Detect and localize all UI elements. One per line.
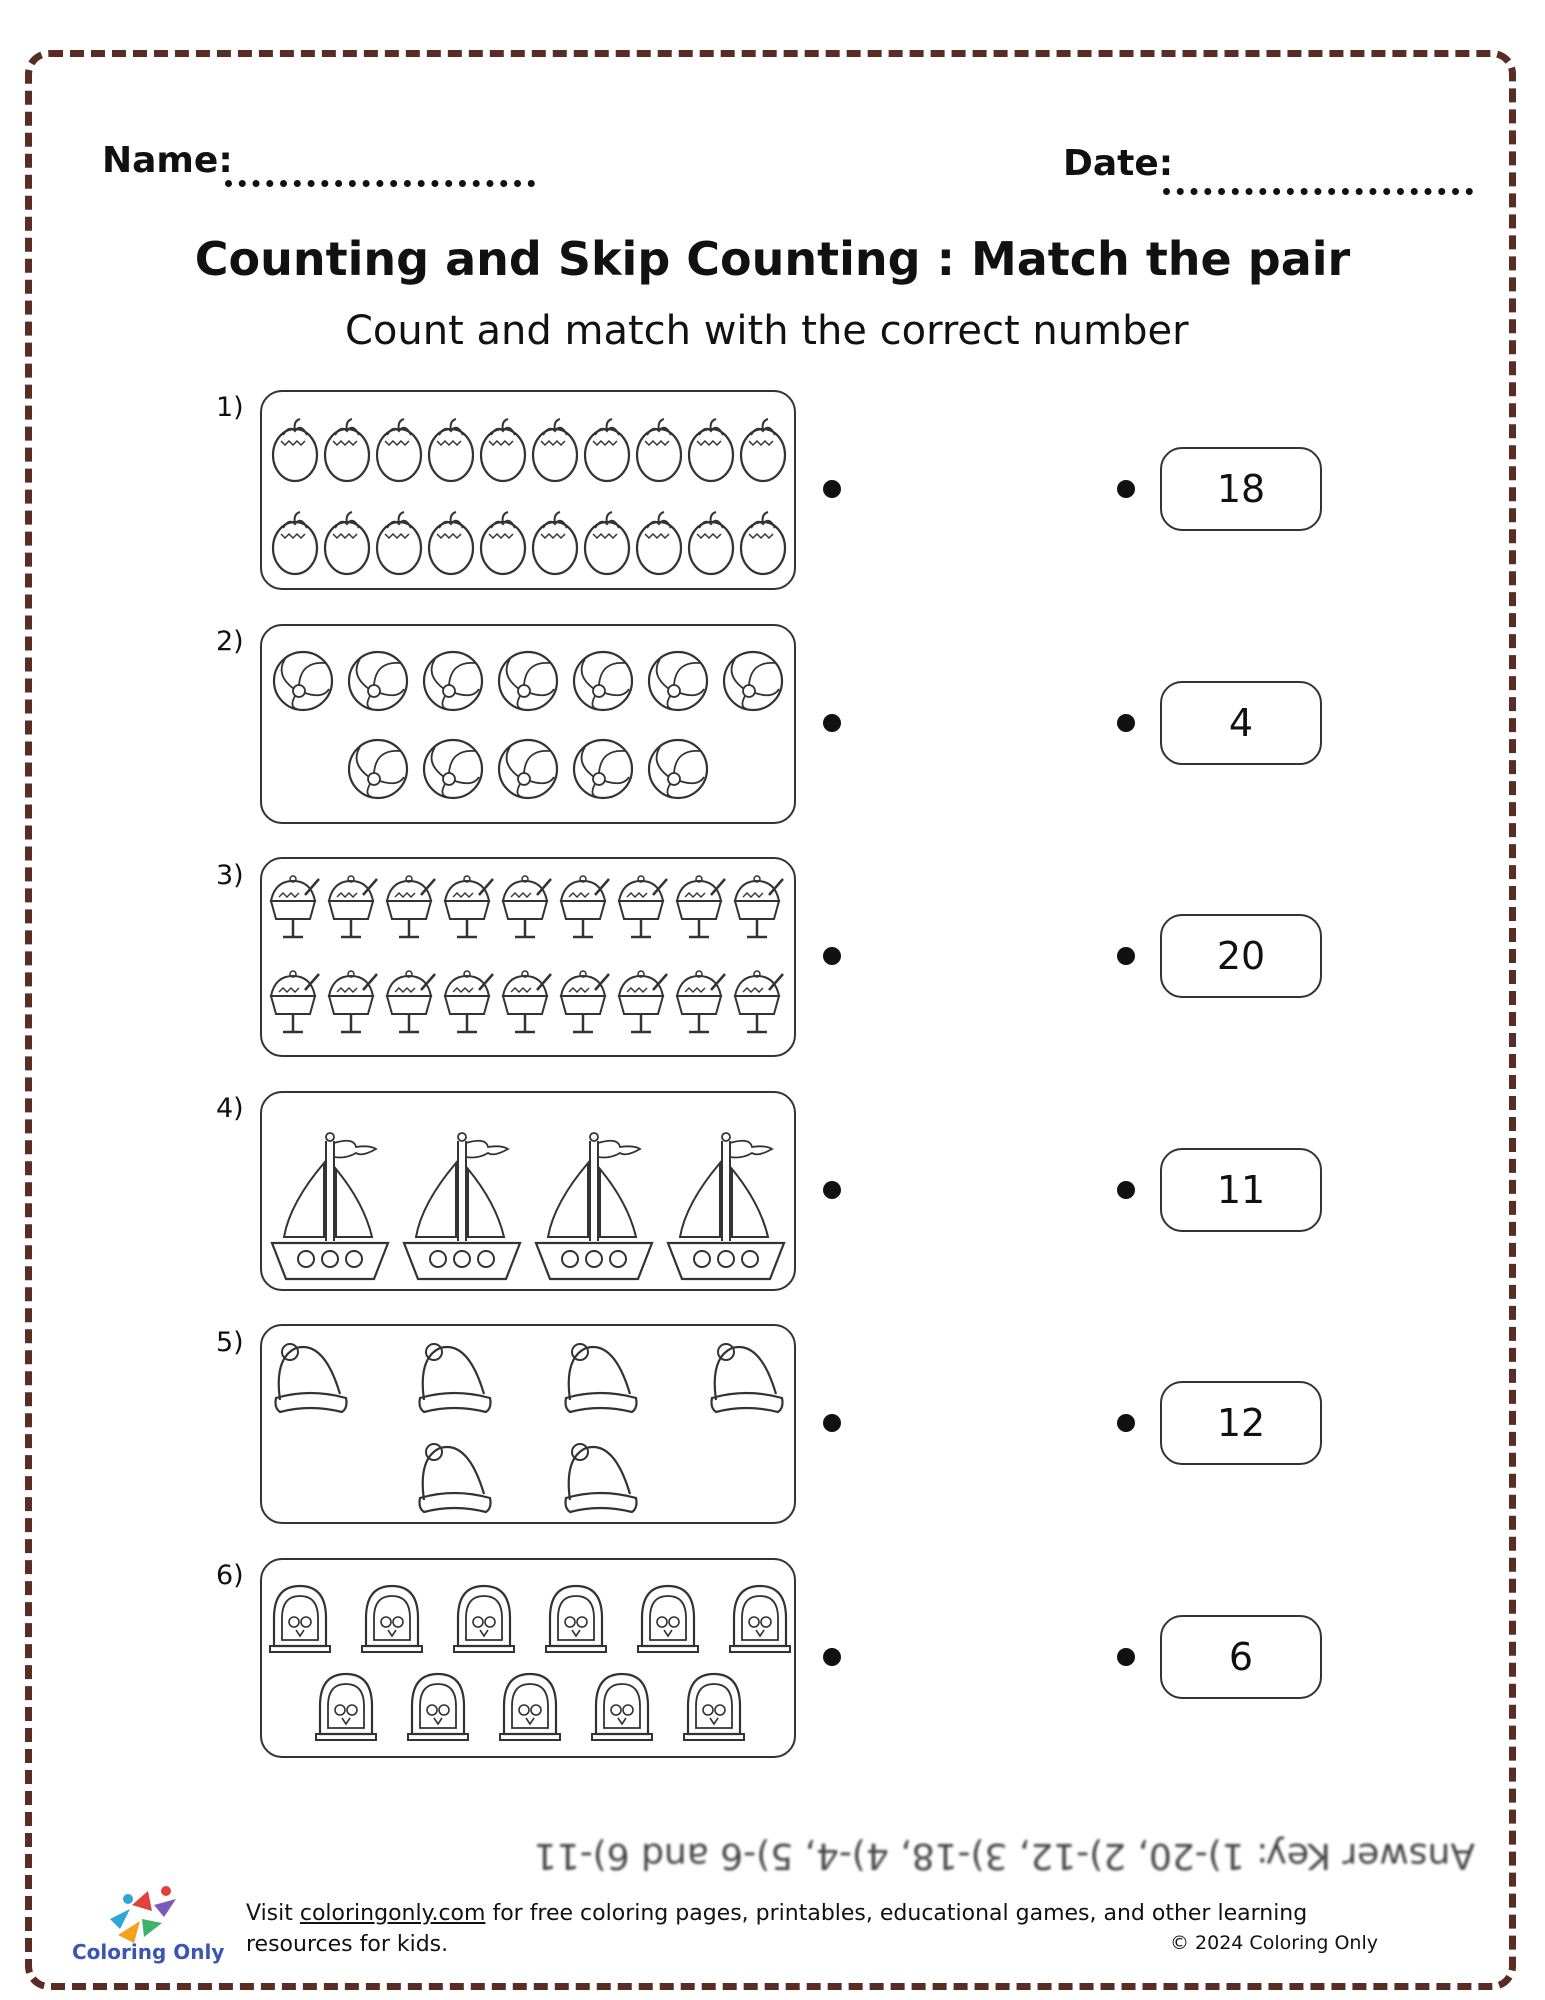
number-choice[interactable]: 11 [1160, 1148, 1322, 1232]
santa-hat-icon [262, 1326, 798, 1526]
eggplant-icon [262, 392, 798, 592]
footer-visit: Visit [246, 1901, 300, 1926]
date-line[interactable] [1163, 188, 1473, 195]
sailboat-icon [262, 1093, 798, 1293]
picture-box-6 [260, 1558, 796, 1758]
question-number: 3) [216, 860, 244, 891]
number-choice[interactable]: 20 [1160, 914, 1322, 998]
number-choice[interactable]: 4 [1160, 681, 1322, 765]
picture-box-2 [260, 624, 796, 824]
site-link[interactable]: coloringonly.com [299, 1901, 486, 1926]
handbag-icon [262, 1560, 798, 1760]
match-dot-right-3[interactable] [1117, 947, 1135, 965]
match-dot-left-5[interactable] [823, 1414, 841, 1432]
question-number: 2) [216, 626, 244, 657]
copyright: © 2024 Coloring Only [1170, 1932, 1378, 1954]
name-label: Name: [102, 140, 233, 181]
match-dot-left-4[interactable] [823, 1181, 841, 1199]
instructions: Count and match with the correct number [345, 308, 1189, 354]
match-dot-right-5[interactable] [1117, 1414, 1135, 1432]
question-number: 6) [216, 1560, 244, 1591]
question-number: 5) [216, 1327, 244, 1358]
logo-text: Coloring Only [72, 1940, 225, 1964]
question-number: 4) [216, 1093, 244, 1124]
picture-box-4 [260, 1091, 796, 1291]
footer-rest: for free coloring pages, printables, educational games, and other learning resources for kids. [246, 1901, 1308, 1957]
number-choice[interactable]: 18 [1160, 447, 1322, 531]
match-dot-left-3[interactable] [823, 947, 841, 965]
date-label: Date: [1063, 143, 1174, 184]
match-dot-right-2[interactable] [1117, 714, 1135, 732]
ice-cream-cup-icon [262, 859, 798, 1059]
page-title: Counting and Skip Counting : Match the pair [194, 232, 1351, 286]
match-dot-left-2[interactable] [823, 714, 841, 732]
answer-key: Answer Key: 1)-20, 2)-12, 3)-18, 4)-4, 5)-6 and 6)-11 [533, 1835, 1475, 1876]
match-dot-right-1[interactable] [1117, 480, 1135, 498]
picture-box-3 [260, 857, 796, 1057]
number-choice[interactable]: 12 [1160, 1381, 1322, 1465]
match-dot-left-1[interactable] [823, 480, 841, 498]
match-dot-right-6[interactable] [1117, 1648, 1135, 1666]
picture-box-5 [260, 1324, 796, 1524]
match-dot-right-4[interactable] [1117, 1181, 1135, 1199]
question-number: 1) [216, 392, 244, 423]
beach-ball-icon [262, 626, 798, 826]
match-dot-left-6[interactable] [823, 1648, 841, 1666]
name-line[interactable] [225, 180, 535, 187]
number-choice[interactable]: 6 [1160, 1615, 1322, 1699]
picture-box-1 [260, 390, 796, 590]
